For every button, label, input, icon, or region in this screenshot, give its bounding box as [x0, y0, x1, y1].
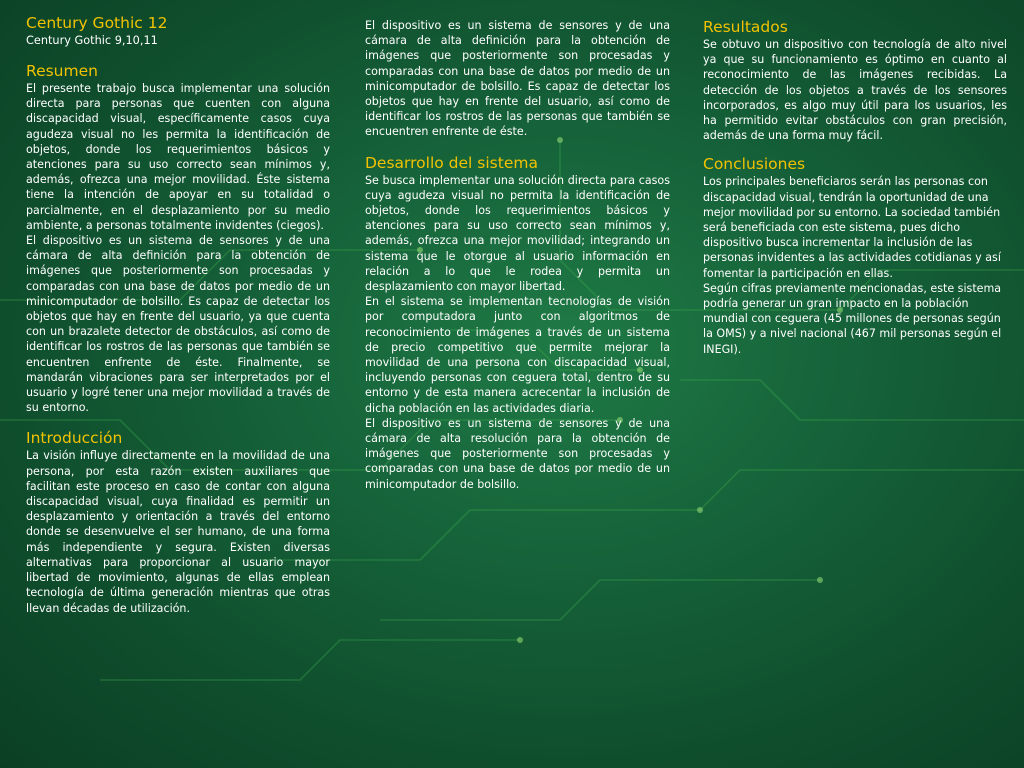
- desarrollo-paragraph-1: Se busca implementar una solución directa para casos cuya agudeza visual no permita la identificación de objetos, donde los requerimientos básicos y atenciones para su uso correcto sean mínimos y, además, ofrezca una mejor movilidad; integrando un sistema que le otorgue al usuario información en relación a lo que le rodea y permita un desplazamiento con mayor libertad.: [365, 173, 670, 294]
- column-left: [26, 14, 330, 616]
- desarrollo-heading: Desarrollo del sistema: [365, 153, 538, 172]
- resumen-paragraph-2: El dispositivo es un sistema de sensores y de una cámara de alta definición para la obtención de imágenes que posteriormente son procesadas y comparadas con una base de datos por medio de un minicomputador de bolsillo. Es capaz de detectar los objetos que hay en frente del usuario, ya que cuenta con un brazalete detector de obstáculos, así como de identificar los rostros de las personas que también se encuentren enfrente de éste. Finalmente, se mandarán vibraciones para ser interpretados por el usuario y logré tener una mejor movilidad a través de su entorno.: [26, 234, 330, 415]
- column-right: [703, 18, 1007, 357]
- column-middle: [365, 18, 670, 492]
- resultados-heading: Resultados: [703, 18, 788, 36]
- conclusiones-paragraph-2: Según cifras previamente mencionadas, este sistema podría generar un gran impacto en la población mundial con ceguera (45 millones de personas según la OMS) y a nivel nacional (467 mil personas según el INEGI).: [703, 281, 1002, 356]
- desarrollo-paragraph-2: En el sistema se implementan tecnologías de visión por computadora junto con algoritmos de reconocimiento de imágenes a través de un sistema de precio competitivo que permite mejorar la movilidad de una persona con discapacidad visual, incluyendo personas con ceguera total, dentro de su entorno y de esta manera acrecentar la inclusión de dicha población en las actividades diaria.: [365, 295, 670, 415]
- introduccion-paragraph-1: La visión influye directamente en la movilidad de una persona, por esta razón existen auxiliares que facilitan este proceso en caso de contar con alguna discapacidad visual, cuya finalidad es permitir un desplazamiento y orientación a través del entorno donde se desenvuelve el ser humano, de una forma más independiente y segura. Existen diversas alternativas para proporcionar al usuario mayor libertad de movimiento, algunas de ellas emplean tecnología de última generación mientras que otras llevan décadas de utilización.: [26, 449, 330, 615]
- desarrollo-paragraph-3: El dispositivo es un sistema de sensores y de una cámara de alta resolución para la obtención de imágenes que posteriormente son procesadas y comparadas con una base de datos por medio de un minicomputador de bolsillo.: [365, 416, 670, 491]
- conclusiones-heading: Conclusiones: [703, 155, 806, 174]
- conclusiones-paragraph-1: Los principales beneficiaros serán las personas con discapacidad visual, tendrán la oportunidad de una mejor movilidad por su entorno. La sociedad también será beneficiada con este sistema, pues dicho dispositivo busca incrementar la inclusión de las personas invidentes a las actividades cotidianas y así fomentar la participación en ellas.: [703, 175, 1001, 280]
- template-title: Century Gothic 12: [26, 14, 168, 32]
- resultados-paragraph-1: Se obtuvo un dispositivo con tecnología de alto nivel ya que su funcionamiento es óptimo en cuanto al reconocimiento de las imágenes recibidas. La detección de los objetos a través de los sensores incorporados, es algo muy útil para los usuarios, les ha permitido evitar obstáculos con gran precisión, además de una forma muy fácil.: [703, 38, 1007, 143]
- resumen-heading: Resumen: [26, 62, 98, 80]
- resumen-paragraph-1: El presente trabajo busca implementar una solución directa para personas que cuenten con alguna discapacidad visual, específicamente casos cuya agudeza visual no les permita la identificación de objetos, donde los requerimientos básicos y atenciones para su uso correcto sean mínimos y, además, ofrezca una mejor movilidad. Éste sistema tiene la intención de apoyar en su totalidad o parcialmente, en el desplazamiento por su medio ambiente, a personas totalmente invidentes (ciegos).: [26, 82, 330, 232]
- device-description-paragraph: El dispositivo es un sistema de sensores y de una cámara de alta definición para la obtención de imágenes que posteriormente son procesadas y comparadas con una base de datos por medio de un minicomputador de bolsillo. Es capaz de detectar los objetos que hay en frente del usuario, así como de identificar los rostros de las personas que también se encuentren enfrente de éste.: [365, 19, 670, 139]
- introduccion-heading: Introducción: [26, 429, 123, 448]
- template-subtitle: Century Gothic 9,10,11: [26, 34, 158, 47]
